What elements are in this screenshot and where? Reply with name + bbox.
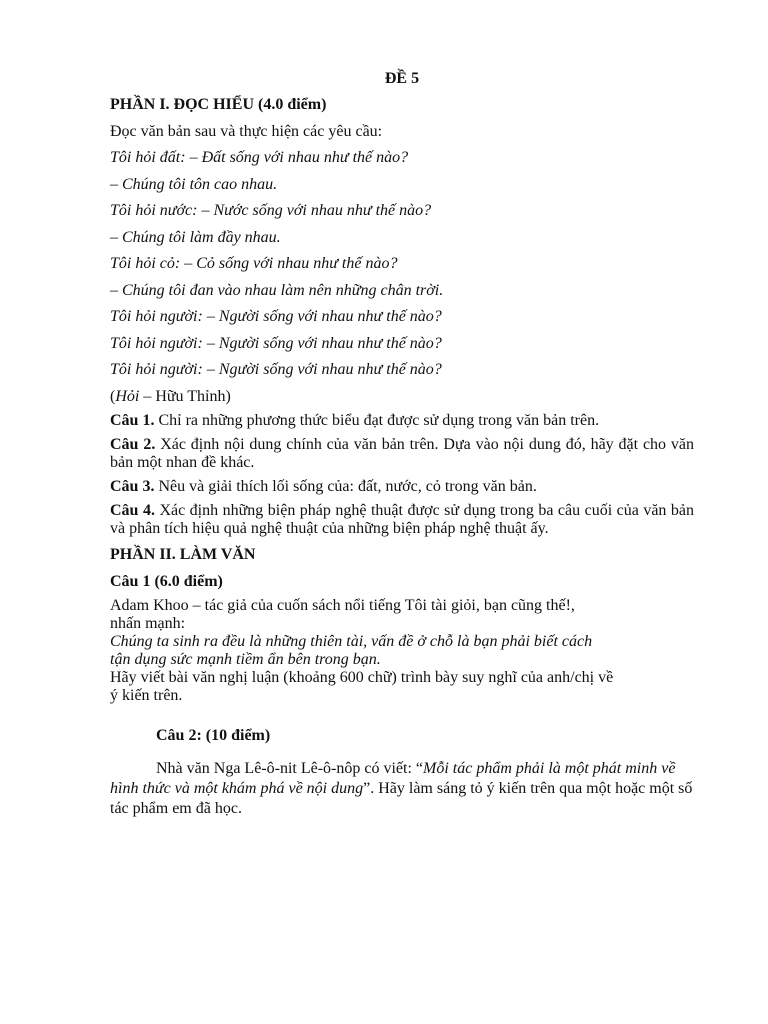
poem [110,147,694,381]
q1-task-line: Hãy viết bài văn nghị luận (khoảng 600 chữ) trình bày suy nghĩ của anh/chị về [110,669,614,686]
part2-heading: PHẦN II. LÀM VĂN [110,546,256,563]
poem-line: Tôi hỏi người: – Người sống với nhau như thế nào? [110,308,442,325]
question-label: Câu 3. [110,478,155,495]
question-label: Câu 4. [110,502,155,519]
part2-question-1-body [110,597,694,705]
part1-intro: Đọc văn bản sau và thực hiện các yêu cầu: [110,122,383,140]
question-3 [110,478,694,496]
part2-question-2-body [110,759,694,819]
question-1 [110,412,694,430]
poem-line: Tôi hỏi đất: – Đất sống với nhau như thế nào? [110,149,409,166]
q1-quote-line: tận dụng sức mạnh tiềm ẩn bên trong bạn. [110,651,381,668]
poem-line: – Chúng tôi tôn cao nhau. [110,175,278,193]
exam-title: ĐỀ 5 [384,70,420,87]
source-author: – Hữu Thỉnh) [139,387,231,405]
q1-quote-line: Chúng ta sinh ra đều là những thiên tài, vấn đề ở chỗ là bạn phải biết cách [110,633,593,650]
q1-line: nhấn mạnh: [110,615,186,632]
part2-question-1-label: Câu 1 (6.0 điểm) [110,572,223,590]
question-4 [110,502,694,538]
question-text: Xác định nội dung chính của văn bản trên. Dựa vào nội dung đó, hãy đặt cho văn bản một nhan đề khác. [110,436,695,471]
poem-line: Tôi hỏi người: – Người sống với nhau như thế nào? [110,361,442,378]
source-open: ( [110,387,116,405]
q2-intro: Nhà văn Nga Lê-ô-nit Lê-ô-nôp có viết: “ [156,760,424,777]
q2-quote: Mỗi tác phẩm phải là một phát minh về hình thức và một khám phá về nội dung [110,760,676,797]
q1-task-line: ý kiến trên. [110,687,183,704]
q1-line: Adam Khoo – tác giả của cuốn sách nổi tiếng Tôi tài giỏi, bạn cũng thế!, [110,597,575,614]
part2-question-2-label: Câu 2: (10 điểm) [156,727,271,744]
poem-line: Tôi hỏi nước: – Nước sống với nhau như thế nào? [110,202,432,219]
question-text: Nêu và giải thích lối sống của: đất, nước, cỏ trong văn bản. [154,478,537,495]
poem-line: Tôi hỏi người: – Người sống với nhau như thế nào? [110,334,442,352]
question-text: Xác định những biện pháp nghệ thuật được sử dụng trong ba câu cuối của văn bản và phân tích hiệu quả nghệ thuật của những biện pháp nghệ thuật ấy. [110,502,695,537]
question-label: Câu 2. [110,436,156,453]
poem-line: – Chúng tôi làm đầy nhau. [110,228,281,246]
poem-line: Tôi hỏi cỏ: – Cỏ sống với nhau như thế nào? [110,255,398,272]
poem-line: – Chúng tôi đan vào nhau làm nên những chân trời. [110,281,444,299]
question-2 [110,436,694,472]
poem-source [110,386,694,408]
question-label: Câu 1. [110,412,155,429]
q2-rest: ”. Hãy làm sáng tỏ ý kiến trên qua một hoặc một số tác phẩm em đã học. [110,780,693,817]
question-text: Chỉ ra những phương thức biểu đạt được sử dụng trong văn bản trên. [154,412,600,429]
document-page [110,68,694,819]
source-title: Hỏi [115,387,140,405]
part1-heading: PHẦN I. ĐỌC HIỂU (4.0 điểm) [110,96,327,113]
